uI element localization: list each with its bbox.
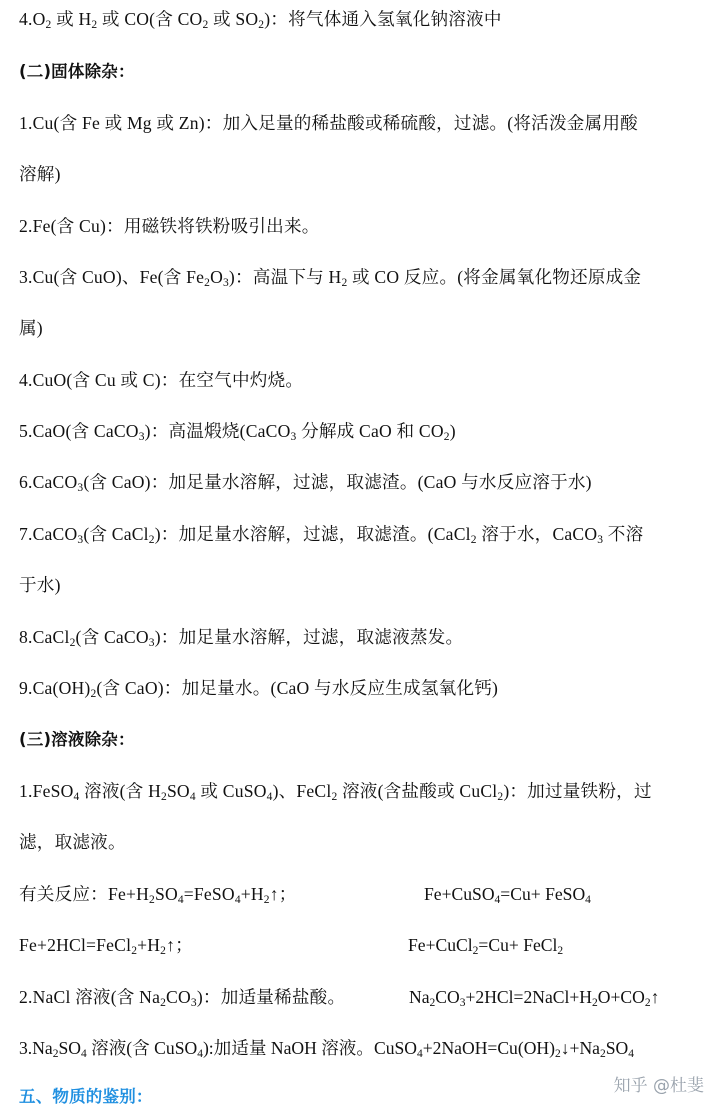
heading-solution-impurity: (三)溶液除杂： [19,730,135,749]
item-solution-1: 1.FeSO$_4$ 溶液(含 $H_2SO_4$ 或 CuSO$_4$)、FeCl$_2$ 溶液(含盐酸或 CuCl$_2$)：加过量铁粉，过 [19,781,652,803]
item-solid-1: 1.Cu(含 Fe 或 Mg 或 Zn)：加入足量的稀盐酸或稀硫酸，过滤。(将活泼金属用酸 [19,113,638,133]
heading-solid-impurity: (二)固体除杂： [19,62,135,81]
item-solid-8: 8.CaCl$_2$(含 CaCO$_3$)：加足量水溶解，过滤，取滤液蒸发。 [19,627,464,649]
item-solid-3: 3.Cu(含 CuO)、Fe(含 $Fe_2O_3$)：高温下与 $H_2$ 或 CO 反应。(将金属氧化物还原成金 [19,267,642,289]
item-solid-2: 2.Fe(含 Cu)：用磁铁将铁粉吸引出来。 [19,216,320,236]
item-solution-2: 2.NaCl 溶液(含 $Na_2CO_3$)：加适量稀盐酸。 [19,987,346,1009]
item-solid-7-cont: 于水) [19,575,61,595]
item-solid-9: $9.Ca(OH)_2$(含 CaO)：加足量水。(CaO 与水反应生成氢氧化钙) [19,678,499,700]
reaction-fe-h2so4: 有关反应：$Fe+H_2SO_4=FeSO_4+H_2↑$； [19,884,297,906]
item-solid-6: 6.CaCO$_3$(含 CaO)：加足量水溶解，过滤，取滤渣。(CaO 与水反应溶于水) [19,472,592,494]
item-solid-3-cont: 属) [19,318,43,338]
item-solid-4: 4.CuO(含 Cu 或 C)：在空气中灼烧。 [19,370,304,390]
item-solid-7: 7.CaCO$_3$(含 CaCl$_2$)：加足量水溶解，过滤，取滤渣。(CaCl$_2$ 溶于水，CaCO$_3$ 不溶 [19,524,644,546]
reaction-fe-hcl: $Fe+2HCl=FeCl_2+H_2↑$； [19,935,193,957]
item-solid-1-cont: 溶解) [19,164,61,184]
text-line-o2-removal: $4.O_2$ 或 $H_2$ 或 CO(含 $CO_2$ 或 $SO_2$)：将气体通入氢氧化钠溶液中 [19,9,502,31]
item-solution-1-cont: 滤，取滤液。 [19,832,126,852]
heading-substance-identification: 五、物质的鉴别： [19,1087,153,1106]
item-solid-5: 5.CaO(含 CaCO$_3$)：高温煅烧(CaCO$_3$ 分解成 CaO 和 $CO_2$) [19,421,456,443]
reaction-fe-cuso4: Fe+CuSO$_4$=Cu+ FeSO$_4$ [424,884,591,906]
zhihu-watermark: 知乎 @杜斐 [613,1076,704,1096]
reaction-na2co3-hcl: $Na_2CO_3+2HCl=2NaCl+H_2O+CO_2↑$ [409,987,660,1009]
reaction-fe-cucl2: Fe+CuCl$_2$=Cu+ FeCl$_2$ [408,935,564,957]
item-solution-3: $3.Na_2SO_4$ 溶液(含 CuSO$_4$):加适量 NaOH 溶液。$CuSO_4+2NaOH=Cu(OH)_2↓+Na_2SO_4$ [19,1038,634,1060]
